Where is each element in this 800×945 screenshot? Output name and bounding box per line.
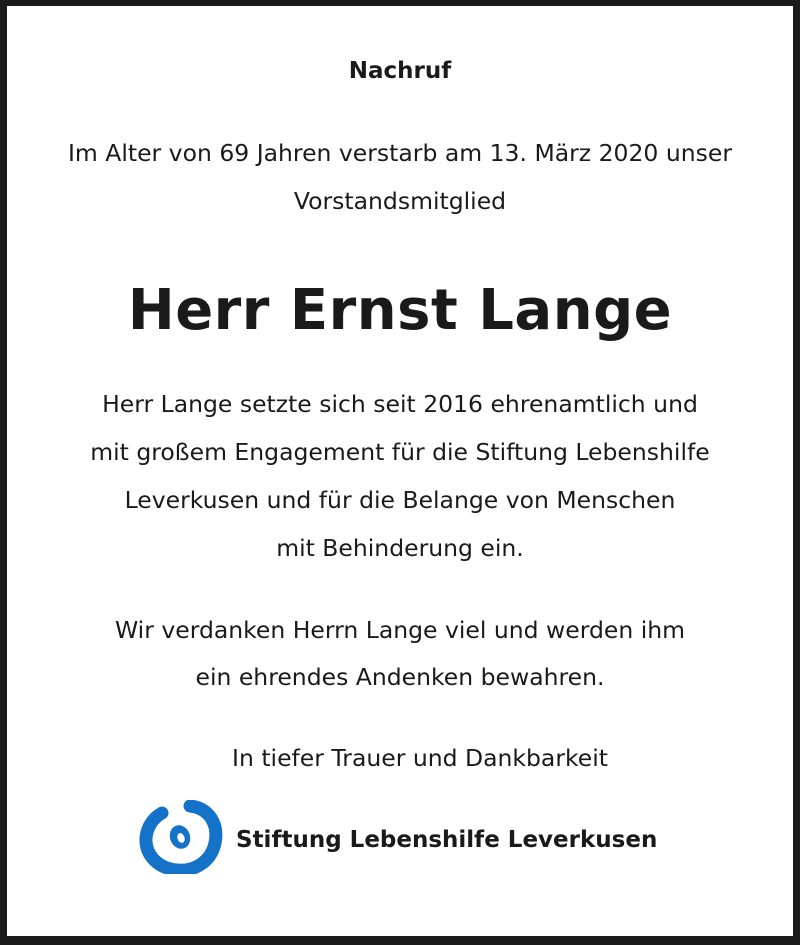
deceased-name: Herr Ernst Lange [127, 278, 673, 343]
tribute-line-4: mit Behinderung ein. [276, 534, 524, 562]
intro-line-1: Im Alter von 69 Jahren verstarb am 13. März 2020 unser [67, 139, 733, 167]
closing-line: In tiefer Trauer und Dankbarkeit [232, 744, 608, 772]
gratitude-line-1: Wir verdanken Herrn Lange viel und werden ihm [114, 616, 686, 644]
tribute-line-3: Leverkusen und für die Belange von Menschen [124, 486, 676, 514]
tribute-line-2: mit großem Engagement für die Stiftung Lebenshilfe [90, 438, 710, 466]
gratitude-line-2: ein ehrendes Andenken bewahren. [195, 663, 605, 691]
lebenshilfe-logo-icon [139, 800, 223, 874]
tribute-line-1: Herr Lange setzte sich seit 2016 ehrenamtlich und [102, 390, 698, 418]
intro-line-2: Vorstandsmitglied [293, 187, 507, 215]
organization-name: Stiftung Lebenshilfe Leverkusen [236, 827, 658, 853]
notice-heading: Nachruf [348, 58, 452, 84]
